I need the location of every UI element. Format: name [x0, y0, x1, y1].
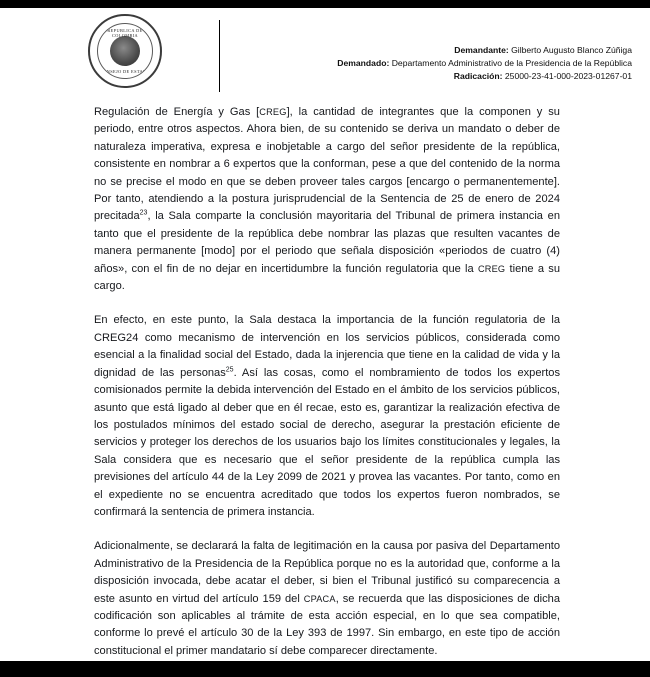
plaintiff-label: Demandante: — [454, 45, 509, 55]
record-label: Radicación: — [453, 71, 503, 81]
defendant-value: Departamento Administrativo de la Presidencia de la República — [391, 58, 632, 68]
bottom-letterbox-bar — [0, 661, 650, 665]
seal-top-text: REPUBLICA DE COLOMBIA — [107, 28, 143, 38]
header-vertical-divider — [219, 20, 220, 92]
seal-emblem — [110, 36, 140, 66]
defendant-label: Demandado: — [337, 58, 390, 68]
body-paragraph-1: Regulación de Energía y Gas [CREG], la cantidad de integrantes que la componen y su periodo, entre otros aspectos. Ahora bien, de su contenido se deriva un mandato o deber de naturaleza imperativa, expresa e inobjetable a cargo del señor presidente de la república, consistente en nombrar a 6 expertos que la conforman, pese a que del contenido de la norma no se precise el modo en que se deben proveer tales cargos [encargo o permanentemente]. Por tanto, atendiendo a la postura jurisprudencial de la Sentencia de 25 de enero de 2024 precitada$^{23}$, la Sala comparte la conclusión mayoritaria del Tribunal de primera instancia en tanto que el presidente de la república debe nombrar las plazas que resulten vacantes de manera permanente [modo] por el periodo que señala disposición «periodos de cuatro (4) años», con el fin de no dejar en incertidumbre la función regulatoria que la CREG tiene a su cargo. — [94, 106, 560, 293]
seal-bottom-text: CONSEJO DE ESTADO — [99, 69, 151, 74]
document-body — [94, 104, 560, 677]
plaintiff-row — [232, 44, 632, 57]
body-paragraph-2: En efecto, en este punto, la Sala destaca la importancia de la función regulatoria de la CREG24 como mecanismo de intervención en los servicios públicos, considerada como esencial a la finalidad social del Estado, dada la injerencia que tiene en la calidad de vida y la dignidad de las personas$^{25}$. Así las cosas, como el nombramiento de todos los expertos comisionados permite la debida intervención del Estado en el ámbito de los servicios públicos, asunto que está ligado al deber que en él recae, esto es, garantizar la realización efectiva de los postulados mínimos del estado social de derecho, asegurar la prestación eficiente de servicios y proteger los derechos de los usuarios bajo los límites constitucionales y legales, la Sala considera que es necesario que el señor presidente de la república cumpla las previsiones del artículo 44 de la Ley 2099 de 2021 y provea las vacantes. Por tanto, como en el expediente no se encuentra acreditado que todos los expertos fueron nombrados, se confirmará la sentencia de primera instancia. — [94, 314, 561, 518]
body-paragraph-3: Adicionalmente, se declarará la falta de legitimación en la causa por pasiva del Departamento Administrativo de la Presidencia de la República porque no es la autoridad que, conforme a la disposición invocada, debe acatar el deber, si bien el Tribunal justificó su comparecencia a este asunto en virtud del artículo 159 del CPACA, se recuerda que las disposiciones de dicha codificación son aplicables al trámite de esta acción especial, en lo que sea compatible, conforme lo prevé el artículo 30 de la Ley 393 de 1997. Sin embargo, en este tipo de acción constitucional el primer mandatario sí debe comparecer directamente. — [94, 540, 561, 657]
document-header — [0, 0, 650, 110]
coat-of-arms-seal-icon — [88, 14, 162, 88]
case-metadata — [232, 44, 632, 83]
defendant-row — [232, 57, 632, 70]
plaintiff-value: Gilberto Augusto Blanco Zúñiga — [511, 45, 632, 55]
record-value: 25000-23-41-000-2023-01267-01 — [504, 71, 632, 81]
record-row — [232, 70, 632, 83]
seal-inner-ring — [97, 23, 153, 79]
